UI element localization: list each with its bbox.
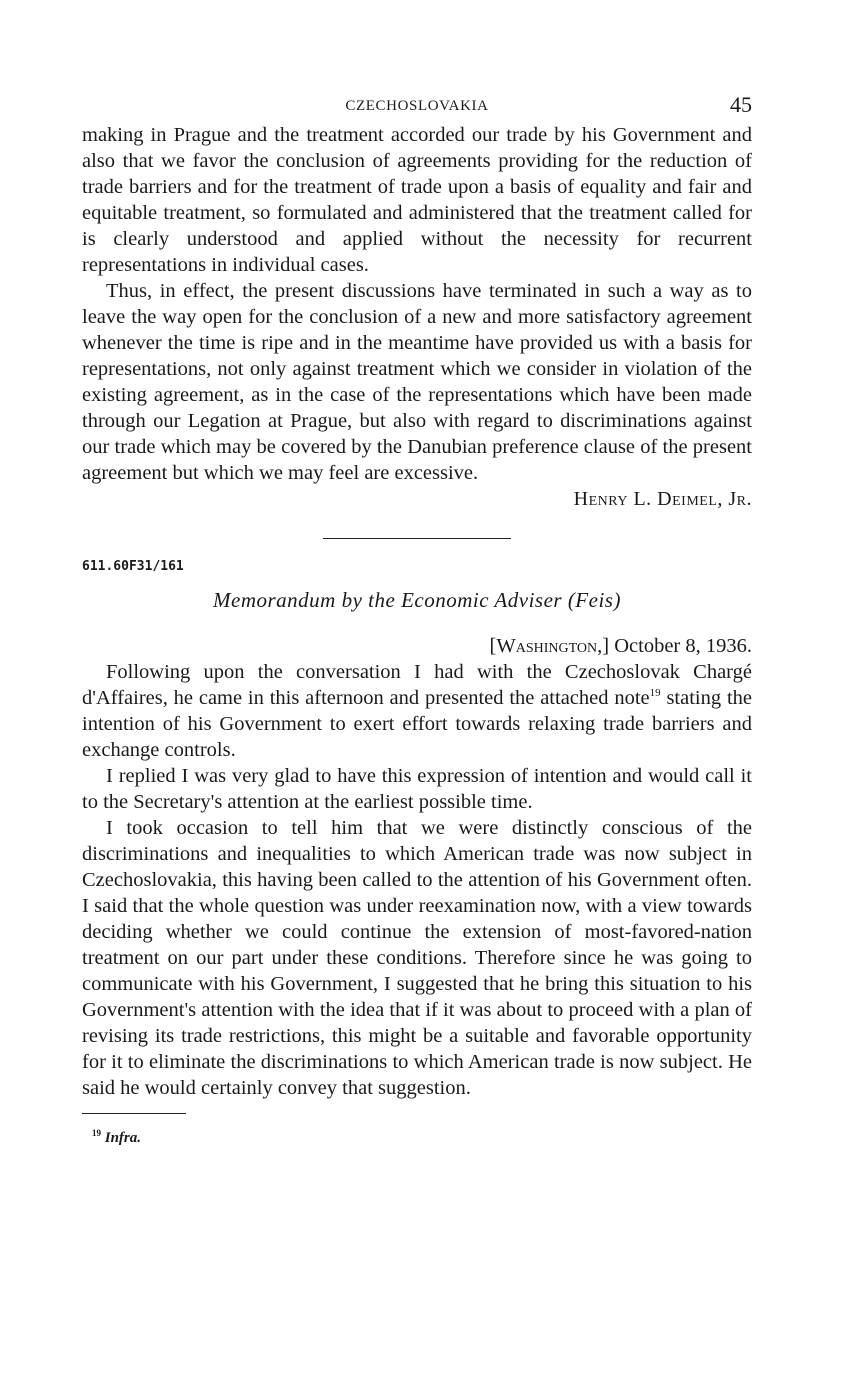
page-header: [82, 92, 752, 122]
footnote-text: Infra.: [104, 1130, 142, 1146]
signature: Henry L. Deimel, Jr.: [573, 488, 752, 510]
memorandum-title: Memorandum by the Economic Adviser (Feis): [213, 588, 621, 612]
file-number: 611.60F31/161: [82, 559, 184, 574]
dateline-place: [Washington,]: [489, 635, 610, 657]
footnote-divider: [82, 1113, 186, 1114]
discussion-paragraph: Thus, in effect, the present discussions have terminated in such a way as to leave the way open for the conclusion of a new and more satisfactory agreement whenever the time is ripe and in the meantime have provided us with a basis for representations, not only against treatment which we consider in violation of the existing agreement, as in the case of the representations which have been made through our Legation at Prague, but also with regard to discriminations against our trade which may be covered by the Danubian preference clause of the present agreement but which we may feel are excessive.: [82, 280, 752, 484]
memo-paragraph-1-text: Following upon the conversation I had with the Czechoslovak Chargé d'Affaires, he came in this afternoon and presented the attached note: [82, 661, 752, 709]
section-divider: [323, 538, 511, 539]
page-number: 45: [730, 92, 752, 117]
dateline-date: October 8, 1936.: [614, 635, 752, 657]
footnote: [82, 1128, 752, 1147]
dateline: [82, 633, 752, 659]
memo-paragraph-1-text-cont: stating the intention of his Government to exert effort towards relaxing trade barriers and exchange controls.: [82, 687, 752, 761]
running-head: CZECHOSLOVAKIA: [345, 98, 489, 114]
memo-paragraph-2: I replied I was very glad to have this expression of intention and would call it to the Secretary's attention at the earliest possible time.: [82, 765, 752, 813]
memo-paragraph-1: [82, 659, 752, 763]
footnote-reference: 19: [649, 687, 661, 700]
continued-paragraph: making in Prague and the treatment accorded our trade by his Government and also that we favor the conclusion of agreements providing for the reduction of trade barriers and for the treatment of trade upon a basis of equality and fair and equitable treatment, so formulated and administered that the treatment called for is clearly understood and applied without the necessity for recurrent representations in individual cases.: [82, 124, 752, 276]
document-page: [82, 92, 752, 1147]
footnote-number: 19: [92, 1128, 101, 1138]
memo-paragraph-3: I took occasion to tell him that we were distinctly conscious of the discriminations and inequalities to which American trade was now subject in Czechoslovakia, this having been called to the attention of his Government often. I said that the whole question was under reexamination now, with a view towards deciding whether we could continue the extension of most-favored-nation treatment on our part under these conditions. Therefore since he was going to communicate with his Government, I suggested that he bring this situation to his Government's attention with the idea that if it was about to proceed with a plan of revising its trade restrictions, this might be a suitable and favorable opportunity for it to eliminate the discriminations to which American trade is now subject. He said he would certainly convey that suggestion.: [82, 817, 752, 1099]
